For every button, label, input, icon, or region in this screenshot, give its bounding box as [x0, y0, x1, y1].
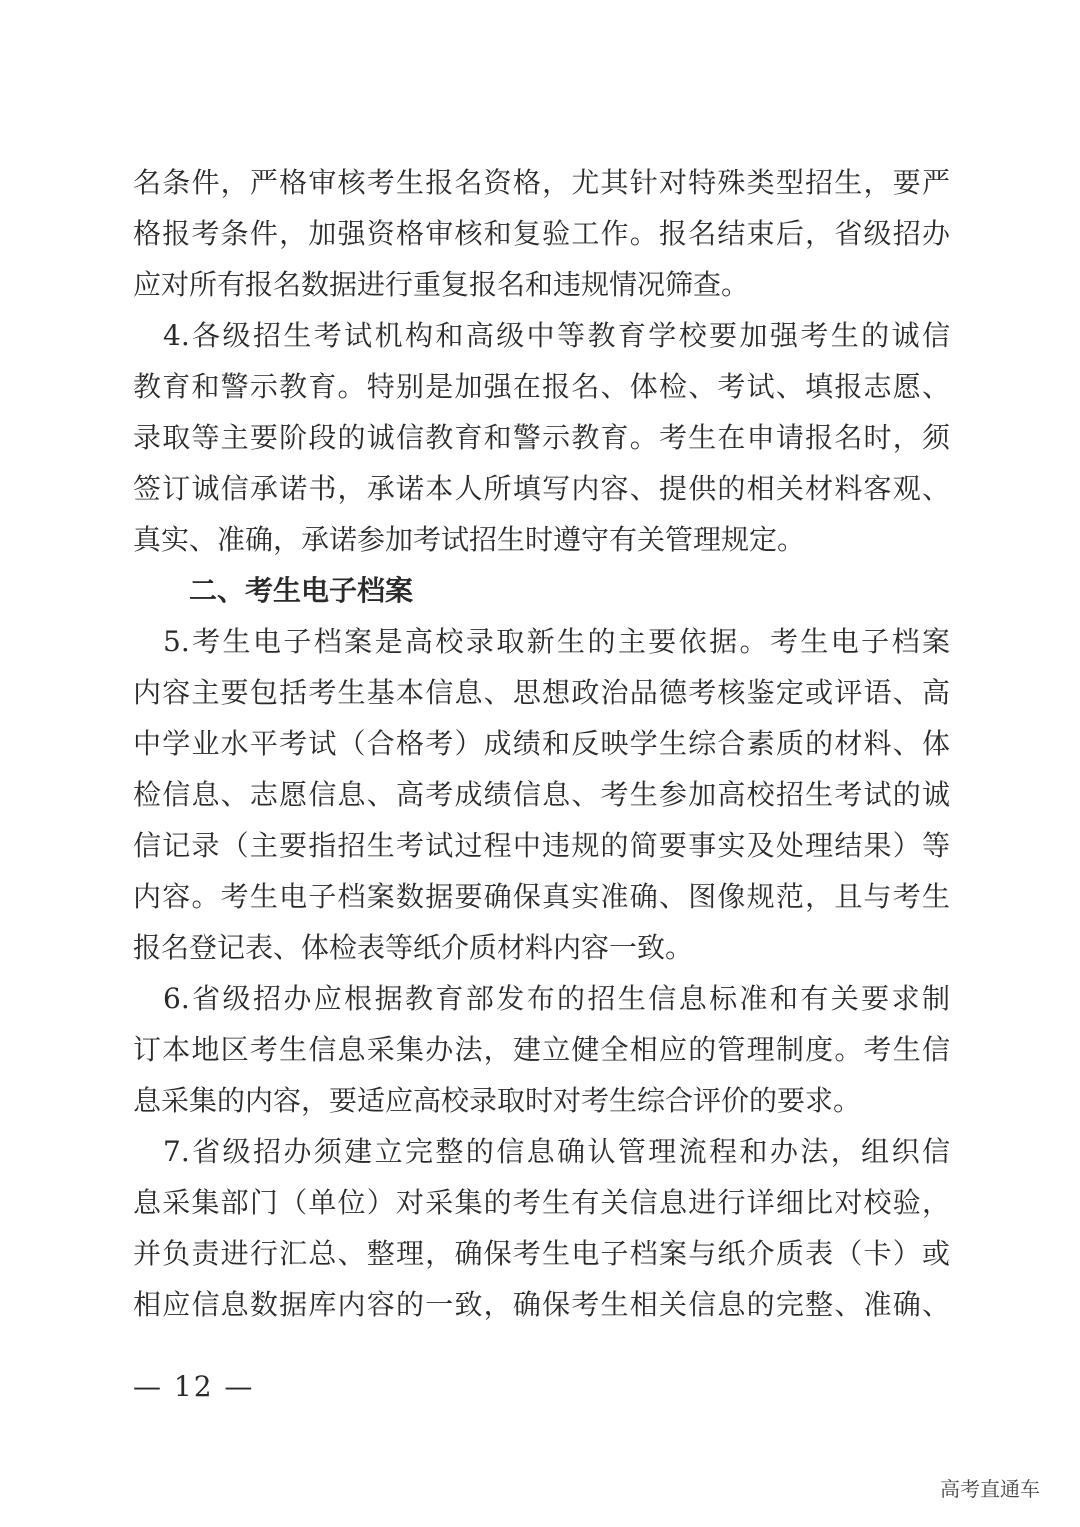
text-line: 应对所有报名数据进行重复报名和违规情况筛查。: [133, 268, 750, 301]
section-heading: 二、考生电子档案: [189, 574, 414, 607]
text-line: 名条件，严格审核考生报名资格，尤其针对特殊类型招生，要严: [133, 166, 950, 199]
text-line: 真实、准确，承诺参加考试招生时遵守有关管理规定。: [133, 523, 806, 556]
text-line: 中学业水平考试（合格考）成绩和反映学生综合素质的材料、体: [133, 727, 950, 760]
watermark: 高考直通车: [940, 1477, 1040, 1501]
paragraph-5-start: 5.考生电子档案是高校录取新生的主要依据。考生电子档案: [163, 625, 950, 658]
text-line: 录取等主要阶段的诚信教育和警示教育。考生在申请报名时，须: [133, 421, 950, 454]
paragraph-7-start: 7.省级招办须建立完整的信息确认管理流程和办法，组织信: [163, 1135, 950, 1168]
paragraph-6-start: 6.省级招办应根据教育部发布的招生信息标准和有关要求制: [163, 982, 950, 1015]
text-line: 报名登记表、体检表等纸介质材料内容一致。: [133, 931, 694, 964]
text-line: 内容。考生电子档案数据要确保真实准确、图像规范，且与考生: [133, 880, 950, 913]
text-line: 格报考条件，加强资格审核和复验工作。报名结束后，省级招办: [133, 217, 950, 250]
body-text: [133, 157, 950, 1330]
text-line: 内容主要包括考生基本信息、思想政治品德考核鉴定或评语、高: [133, 676, 950, 709]
paragraph-4-start: 4.各级招生考试机构和高级中等教育学校要加强考生的诚信: [163, 319, 950, 352]
text-line: 签订诚信承诺书，承诺本人所填写内容、提供的相关材料客观、: [133, 472, 950, 505]
text-line: 并负责进行汇总、整理，确保考生电子档案与纸介质表（卡）或: [133, 1237, 950, 1270]
page-number: — 12 —: [133, 1370, 255, 1403]
text-line: 信记录（主要指招生考试过程中违规的简要事实及处理结果）等: [133, 829, 950, 862]
text-line: 相应信息数据库内容的一致，确保考生相关信息的完整、准确、: [133, 1288, 950, 1321]
text-line: 订本地区考生信息采集办法，建立健全相应的管理制度。考生信: [133, 1033, 950, 1066]
text-line: 教育和警示教育。特别是加强在报名、体检、考试、填报志愿、: [133, 370, 950, 403]
text-line: 息采集部门（单位）对采集的考生有关信息进行详细比对校验，: [133, 1186, 950, 1219]
text-line: 息采集的内容，要适应高校录取时对考生综合评价的要求。: [133, 1084, 862, 1117]
text-line: 检信息、志愿信息、高考成绩信息、考生参加高校招生考试的诚: [133, 778, 950, 811]
